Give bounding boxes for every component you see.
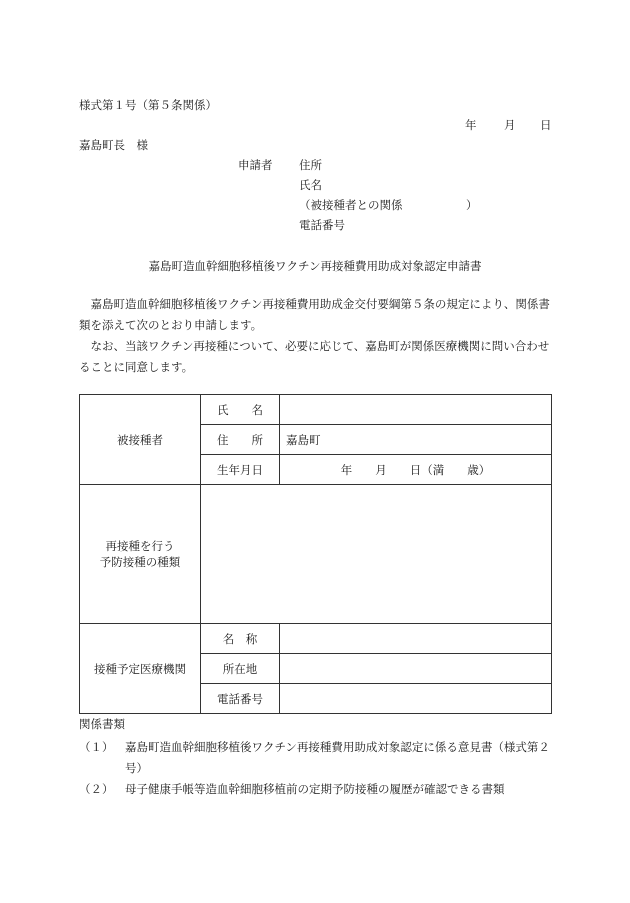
body-paragraph-2: なお、当該ワクチン再接種について、必要に応じて、嘉島町が関係医療機関に問い合わせることに同意します。 xyxy=(79,339,550,374)
recipient-name-field[interactable] xyxy=(280,395,552,425)
applicant-relation-label: （被接種者との関係 xyxy=(299,198,403,212)
vaccine-group-line-2: 予防接種の種類 xyxy=(99,555,181,569)
body-text xyxy=(79,294,551,378)
clinic-phone-label: 電話番号 xyxy=(201,684,280,714)
attachment-number: （２） xyxy=(79,782,114,796)
recipient-address-field[interactable]: 嘉島町 xyxy=(280,425,552,455)
form-number: 様式第１号（第５条関係） xyxy=(79,98,217,112)
attachment-number: （１） xyxy=(79,740,114,754)
application-table xyxy=(79,394,552,714)
vaccine-group-line-1: 再接種を行う xyxy=(105,539,175,553)
date-year: 年 xyxy=(465,118,477,132)
vaccine-type-field[interactable] xyxy=(201,485,552,624)
clinic-group-label: 接種予定医療機関 xyxy=(80,624,201,714)
applicant-relation-close: ） xyxy=(466,198,478,212)
recipient-name-label: 氏 名 xyxy=(201,395,280,425)
body-paragraph-1: 嘉島町造血幹細胞移植後ワクチン再接種費用助成金交付要綱第５条の規定により、関係書類を添えて次のとおり申請します。 xyxy=(79,297,550,332)
attachment-text: 母子健康手帳等造血幹細胞移植前の定期予防接種の履歴が確認できる書類 xyxy=(125,782,505,796)
date-month: 月 xyxy=(504,118,516,132)
recipient-dob-field[interactable]: 年 月 日（満 歳） xyxy=(280,455,552,485)
vaccine-group-label xyxy=(80,485,201,624)
applicant-phone-label: 電話番号 xyxy=(299,218,345,232)
date-day: 日 xyxy=(540,118,552,132)
recipient-group-label: 被接種者 xyxy=(80,395,201,485)
applicant-label: 申請者 xyxy=(238,158,273,172)
clinic-name-field[interactable] xyxy=(280,624,552,654)
attachment-item xyxy=(79,737,559,779)
applicant-name-label: 氏名 xyxy=(299,178,322,192)
clinic-phone-field[interactable] xyxy=(280,684,552,714)
attachments-heading: 関係書類 xyxy=(79,717,125,731)
clinic-location-field[interactable] xyxy=(280,654,552,684)
applicant-address-label: 住所 xyxy=(299,158,322,172)
document-title: 嘉島町造血幹細胞移植後ワクチン再接種費用助成対象認定申請書 xyxy=(148,259,482,273)
recipient-address-label: 住 所 xyxy=(201,425,280,455)
clinic-name-label: 名 称 xyxy=(201,624,280,654)
addressee: 嘉島町長 様 xyxy=(79,138,148,152)
recipient-dob-label: 生年月日 xyxy=(201,455,280,485)
attachment-text: 嘉島町造血幹細胞移植後ワクチン再接種費用助成対象認定に係る意見書（様式第２号） xyxy=(125,740,550,775)
attachment-item xyxy=(79,779,559,800)
clinic-location-label: 所在地 xyxy=(201,654,280,684)
